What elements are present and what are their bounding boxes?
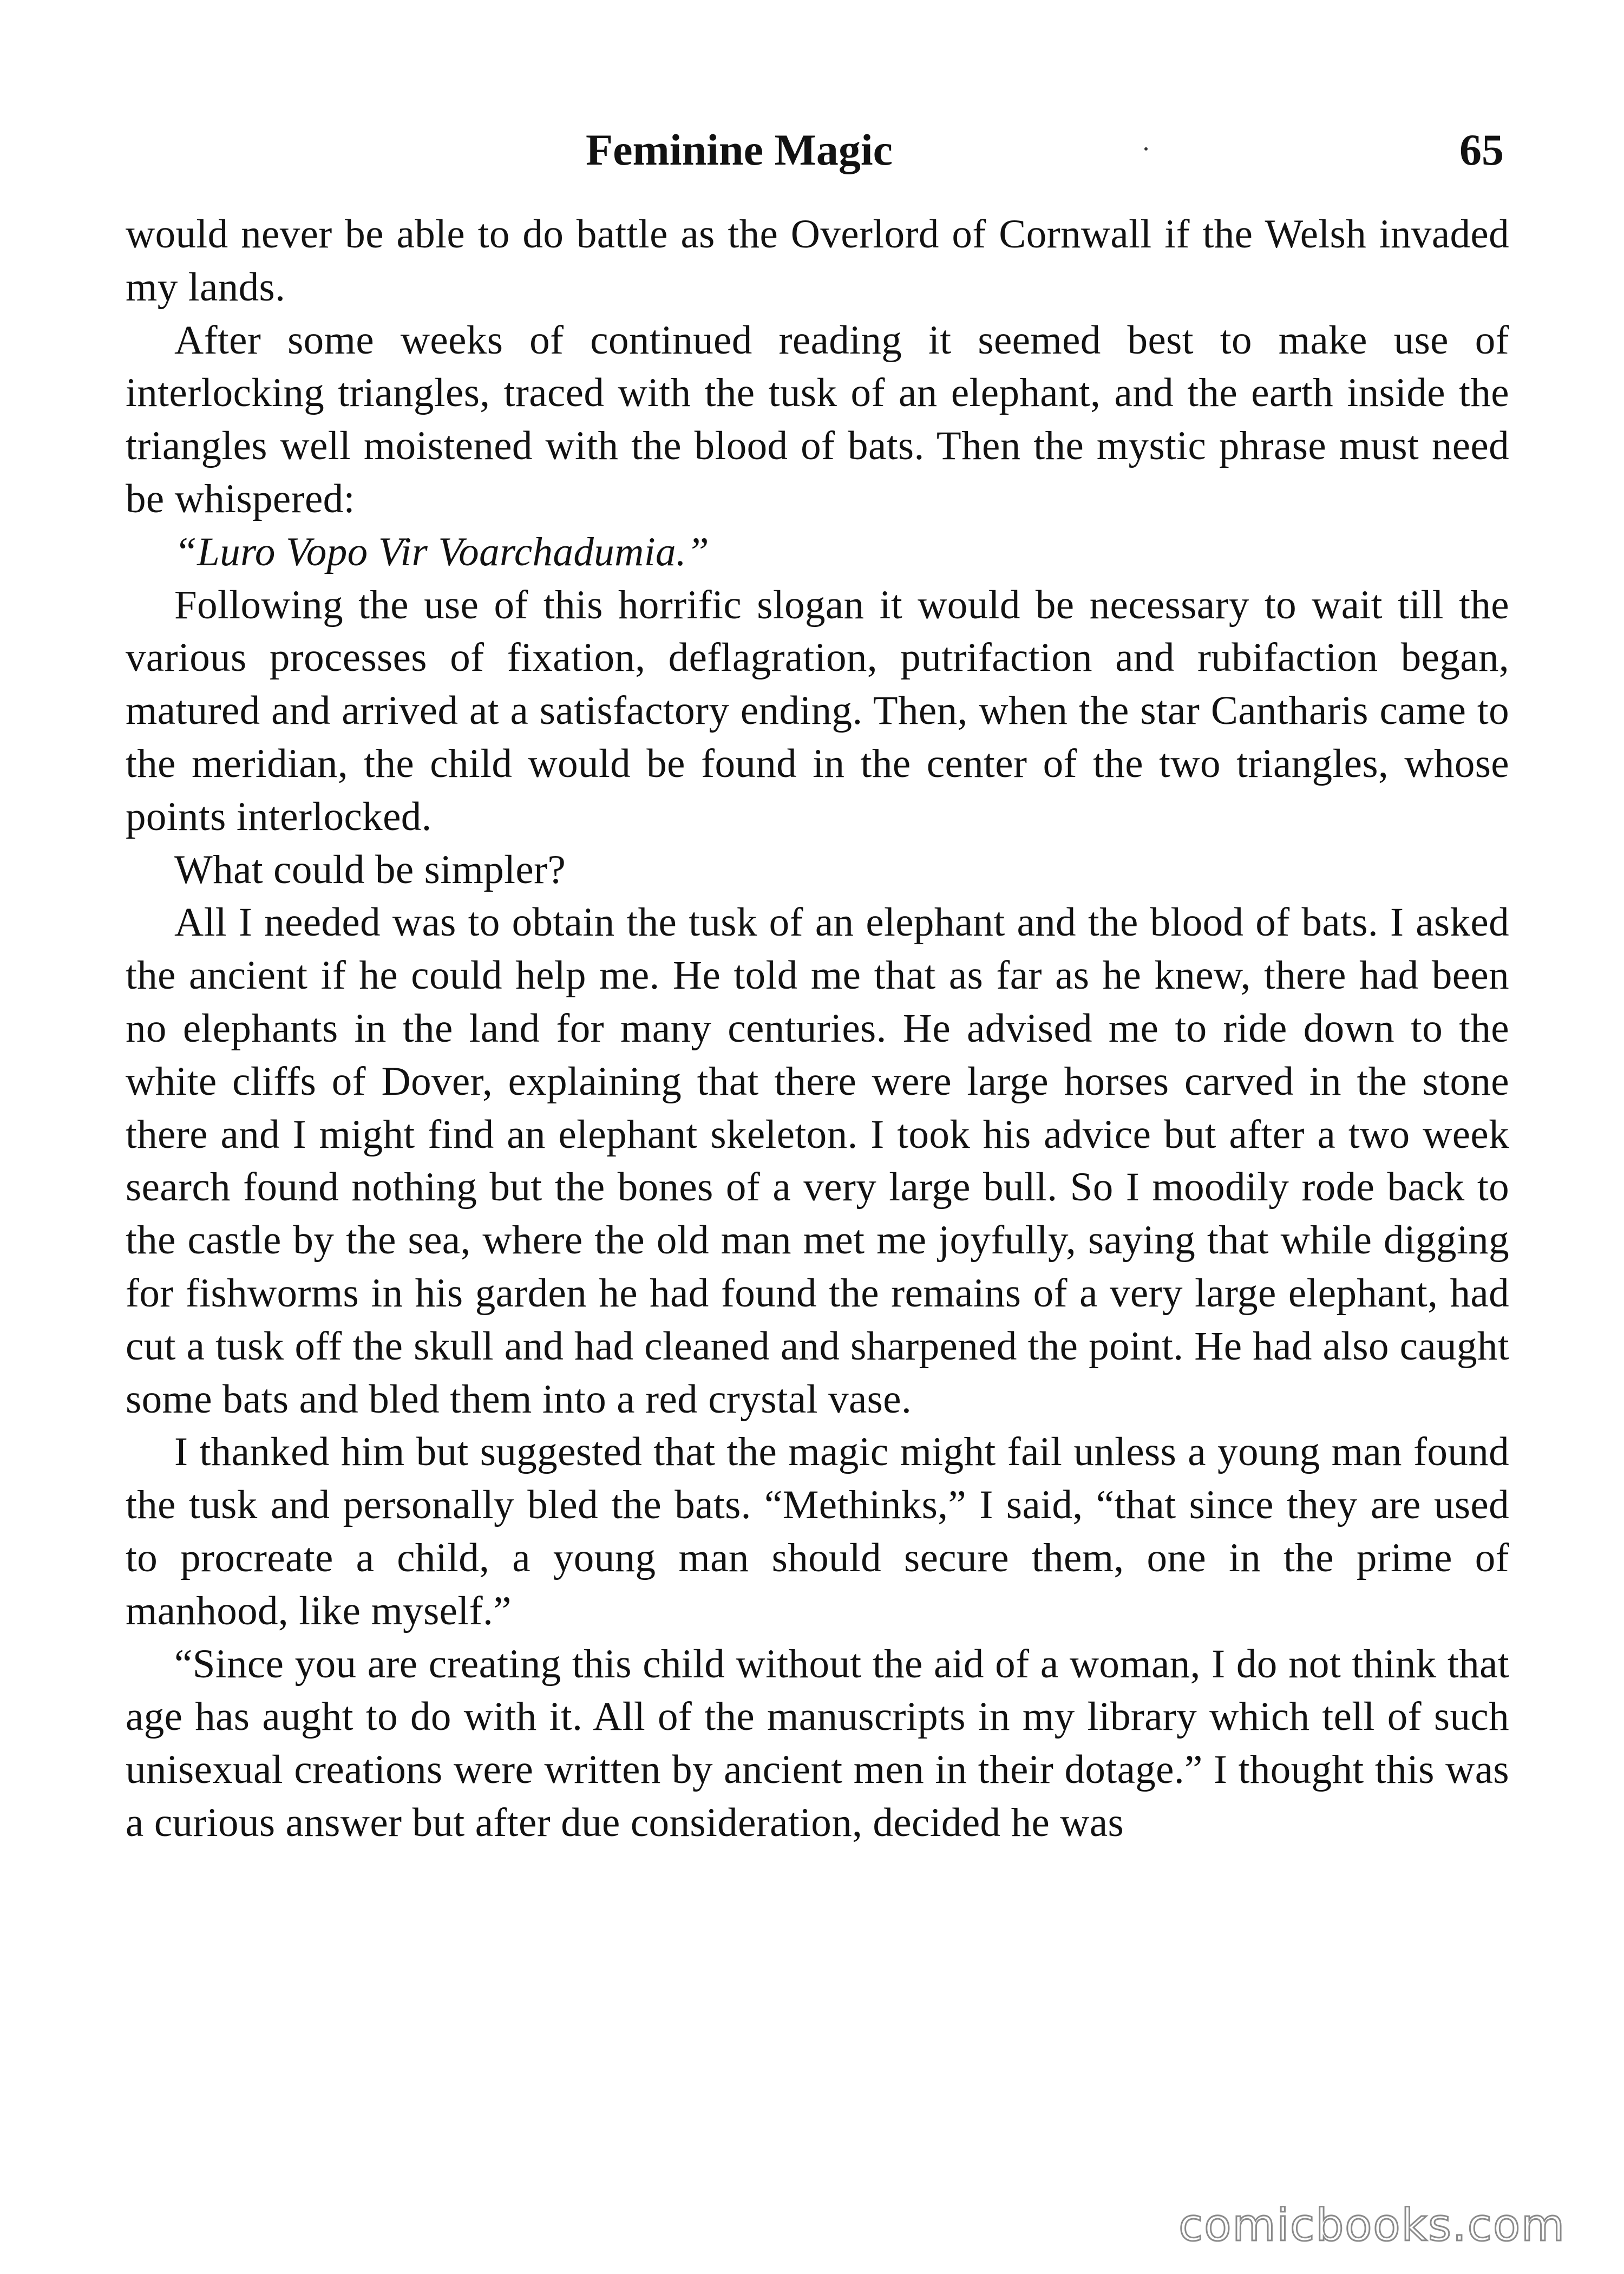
- paragraph: Following the use of this horrific slogan it would be necessary to wait till the various processes of fixation, deflagration, putrifaction and rubifaction began, matured and arrived at a satisfactory ending. Then, when the star Cantharis came to the meridian, the child would be found in the center of the two triangles, whose points interlocked.: [126, 582, 1509, 839]
- page-number: 65: [1459, 125, 1504, 174]
- print-speck: [1144, 147, 1148, 151]
- paragraph: “Since you are creating this child without the aid of a woman, I do not think that age has aught to do with it. All of the manuscripts in my library which tell of such unisexual creations were written by ancient men in their dotage.” I thought this was a curious answer but after due consideration, decided he was: [126, 1641, 1509, 1845]
- paragraph: All I needed was to obtain the tusk of an elephant and the blood of bats. I asked the ancient if he could help me. He told me that as far as he knew, there had been no elephants in the land for many centuries. He advised me to ride down to the white cliffs of Dover, explaining that there were large horses carved in the stone there and I might find an elephant skeleton. I took his advice but after a two week search found nothing but the bones of a very large bull. So I moodily rode back to the castle by the sea, where the old man met me joyfully, saying that while digging for fishworms in his garden he had found the remains of a very large elephant, had cut a tusk off the skull and had cleaned and sharpened the point. He had also caught some bats and bled them into a red crystal vase.: [126, 900, 1509, 1422]
- site-watermark: comicbooks.com: [1178, 2200, 1566, 2251]
- mystic-phrase: “Luro Vopo Vir Voarchadumia.”: [174, 529, 710, 574]
- paragraph: What could be simpler?: [174, 847, 566, 892]
- paragraph: I thanked him but suggested that the magic might fail unless a young man found the tusk and personally bled the bats. “Methinks,” I said, “that since they are used to procreate a child, a young man should secure them, one in the prime of manhood, like myself.”: [126, 1429, 1509, 1633]
- running-head: [126, 120, 1509, 180]
- paragraph: would never be able to do battle as the Overlord of Cornwall if the Welsh invaded my lands.: [126, 212, 1509, 310]
- body-text: [126, 208, 1509, 1850]
- paragraph: After some weeks of continued reading it seemed best to make use of interlocking triangles, traced with the tusk of an elephant, and the earth inside the triangles well moistened with the blood of bats. Then the mystic phrase must need be whispered:: [126, 317, 1509, 521]
- running-title: Feminine Magic: [586, 125, 893, 174]
